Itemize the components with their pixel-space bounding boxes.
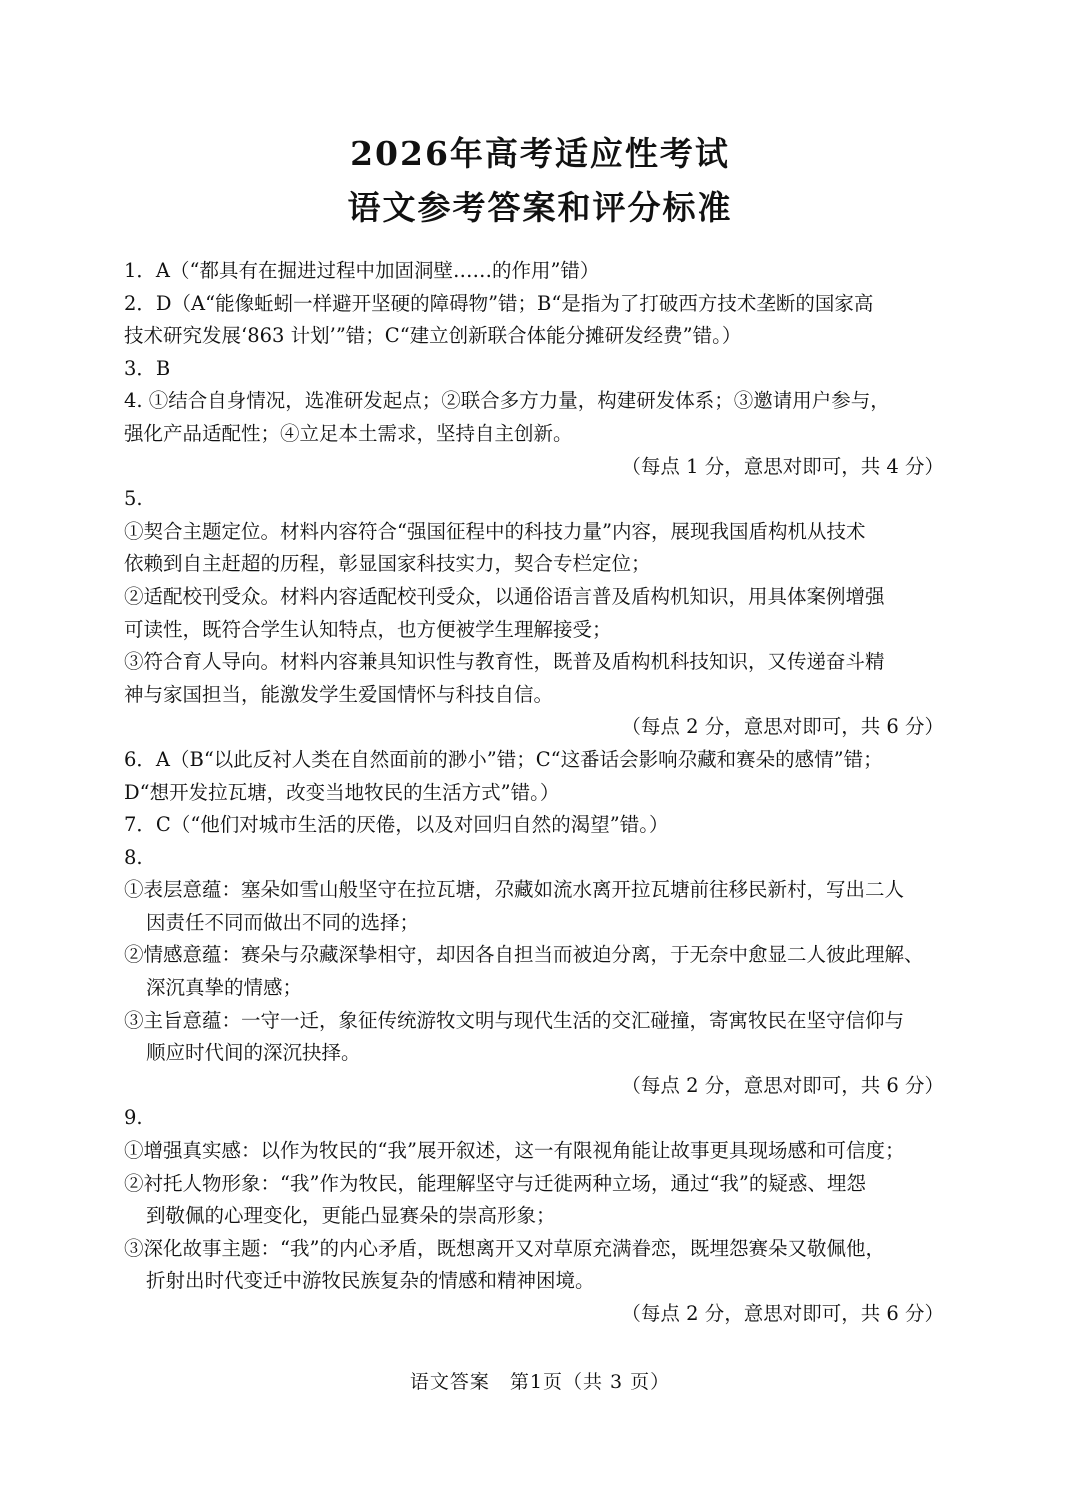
answer-6-cont: D“想开发拉瓦塘，改变当地牧民的生活方式”错。） xyxy=(124,780,560,804)
score-note-4: （每点 1 分，意思对即可，共 4 分） xyxy=(621,454,944,478)
score-note-5: （每点 2 分，意思对即可，共 6 分） xyxy=(621,715,944,739)
answer-4: 4. ①结合自身情况，选准研发起点；②联合多方力量，构建研发体系；③邀请用户参与， xyxy=(124,389,890,413)
answer-9-point-2: ②衬托人物形象：“我”作为牧民，能理解坚守与迁徙两种立场，通过“我”的疑惑、埋怨 xyxy=(124,1171,866,1195)
answer-9-point-3-cont: 折射出时代变迁中游牧民族复杂的情感和精神困境。 xyxy=(146,1269,595,1293)
answer-5-point-3-cont: 神与家国担当，能激发学生爱国情怀与科技自信。 xyxy=(124,682,554,706)
answer-8-point-3-cont: 顺应时代间的深沉抉择。 xyxy=(146,1041,361,1065)
answer-5-point-2-cont: 可读性，既符合学生认知特点，也方便被学生理解接受； xyxy=(124,617,612,641)
score-note-8: （每点 2 分，意思对即可，共 6 分） xyxy=(621,1073,944,1097)
answer-5-point-1: ①契合主题定位。材料内容符合“强国征程中的科技力量”内容，展现我国盾构机从技术 xyxy=(124,519,866,543)
answer-4-cont: 强化产品适配性；④立足本土需求，坚持自主创新。 xyxy=(124,421,573,445)
answer-9: 9. xyxy=(124,1106,143,1130)
answer-9-point-2-cont: 到敬佩的心理变化，更能凸显赛朵的崇高形象； xyxy=(146,1204,556,1228)
answer-8-point-1: ①表层意蕴：塞朵如雪山般坚守在拉瓦塘，尕藏如流水离开拉瓦塘前往移民新村，写出二人 xyxy=(124,878,905,902)
answer-3: 3．B xyxy=(124,356,171,380)
answer-6: 6．A（B“以此反衬人类在自然面前的渺小”错；C“这番话会影响尕藏和赛朵的感情”错； xyxy=(124,747,883,771)
page-subtitle: 语文参考答案和评分标准 xyxy=(347,188,733,227)
answer-7: 7．C（“他们对城市生活的厌倦，以及对回归自然的渴望”错。） xyxy=(124,813,669,837)
answer-9-point-1: ①增强真实感：以作为牧民的“我”展开叙述，这一有限视角能让故事更具现场感和可信度； xyxy=(124,1139,905,1163)
page-footer: 语文答案 第1页（共 3 页） xyxy=(409,1371,671,1393)
answer-8-point-3: ③主旨意蕴：一守一迁，象征传统游牧文明与现代生活的交汇碰撞，寄寓牧民在坚守信仰与 xyxy=(124,1008,905,1032)
answer-2-cont: 技术研究发展‘863 计划’”错；C“建立创新联合体能分摊研发经费”错。） xyxy=(124,324,742,348)
answer-8-point-1-cont: 因责任不同而做出不同的选择； xyxy=(146,910,420,934)
answer-8-point-2-cont: 深沉真挚的情感； xyxy=(146,976,303,1000)
answer-8: 8. xyxy=(124,845,143,869)
answer-5-point-3: ③符合育人导向。材料内容兼具知识性与教育性，既普及盾构机科技知识，又传递奋斗精 xyxy=(124,650,885,674)
answer-9-point-3: ③深化故事主题：“我”的内心矛盾，既想离开又对草原充满眷恋，既埋怨赛朵又敬佩他， xyxy=(124,1236,885,1260)
answer-2: 2．D（A“能像蚯蚓一样避开坚硬的障碍物”错；B“是指为了打破西方技术垄断的国家高 xyxy=(124,291,874,315)
page-title: 2026年高考适应性考试 xyxy=(350,134,730,173)
answer-body xyxy=(124,255,956,1331)
answer-5-point-1-cont: 依赖到自主赶超的历程，彰显国家科技实力，契合专栏定位； xyxy=(124,552,651,576)
answer-8-point-2: ②情感意蕴：赛朵与尕藏深挚相守，却因各自担当而被迫分离，于无奈中愈显二人彼此理解、 xyxy=(124,943,924,967)
answer-5-point-2: ②适配校刊受众。材料内容适配校刊受众，以通俗语言普及盾构机知识，用具体案例增强 xyxy=(124,584,885,608)
answer-1: 1．A（“都具有在掘进过程中加固洞壁……的作用”错） xyxy=(124,259,600,282)
score-note-9: （每点 2 分，意思对即可，共 6 分） xyxy=(621,1302,944,1325)
answer-5: 5. xyxy=(124,487,143,511)
